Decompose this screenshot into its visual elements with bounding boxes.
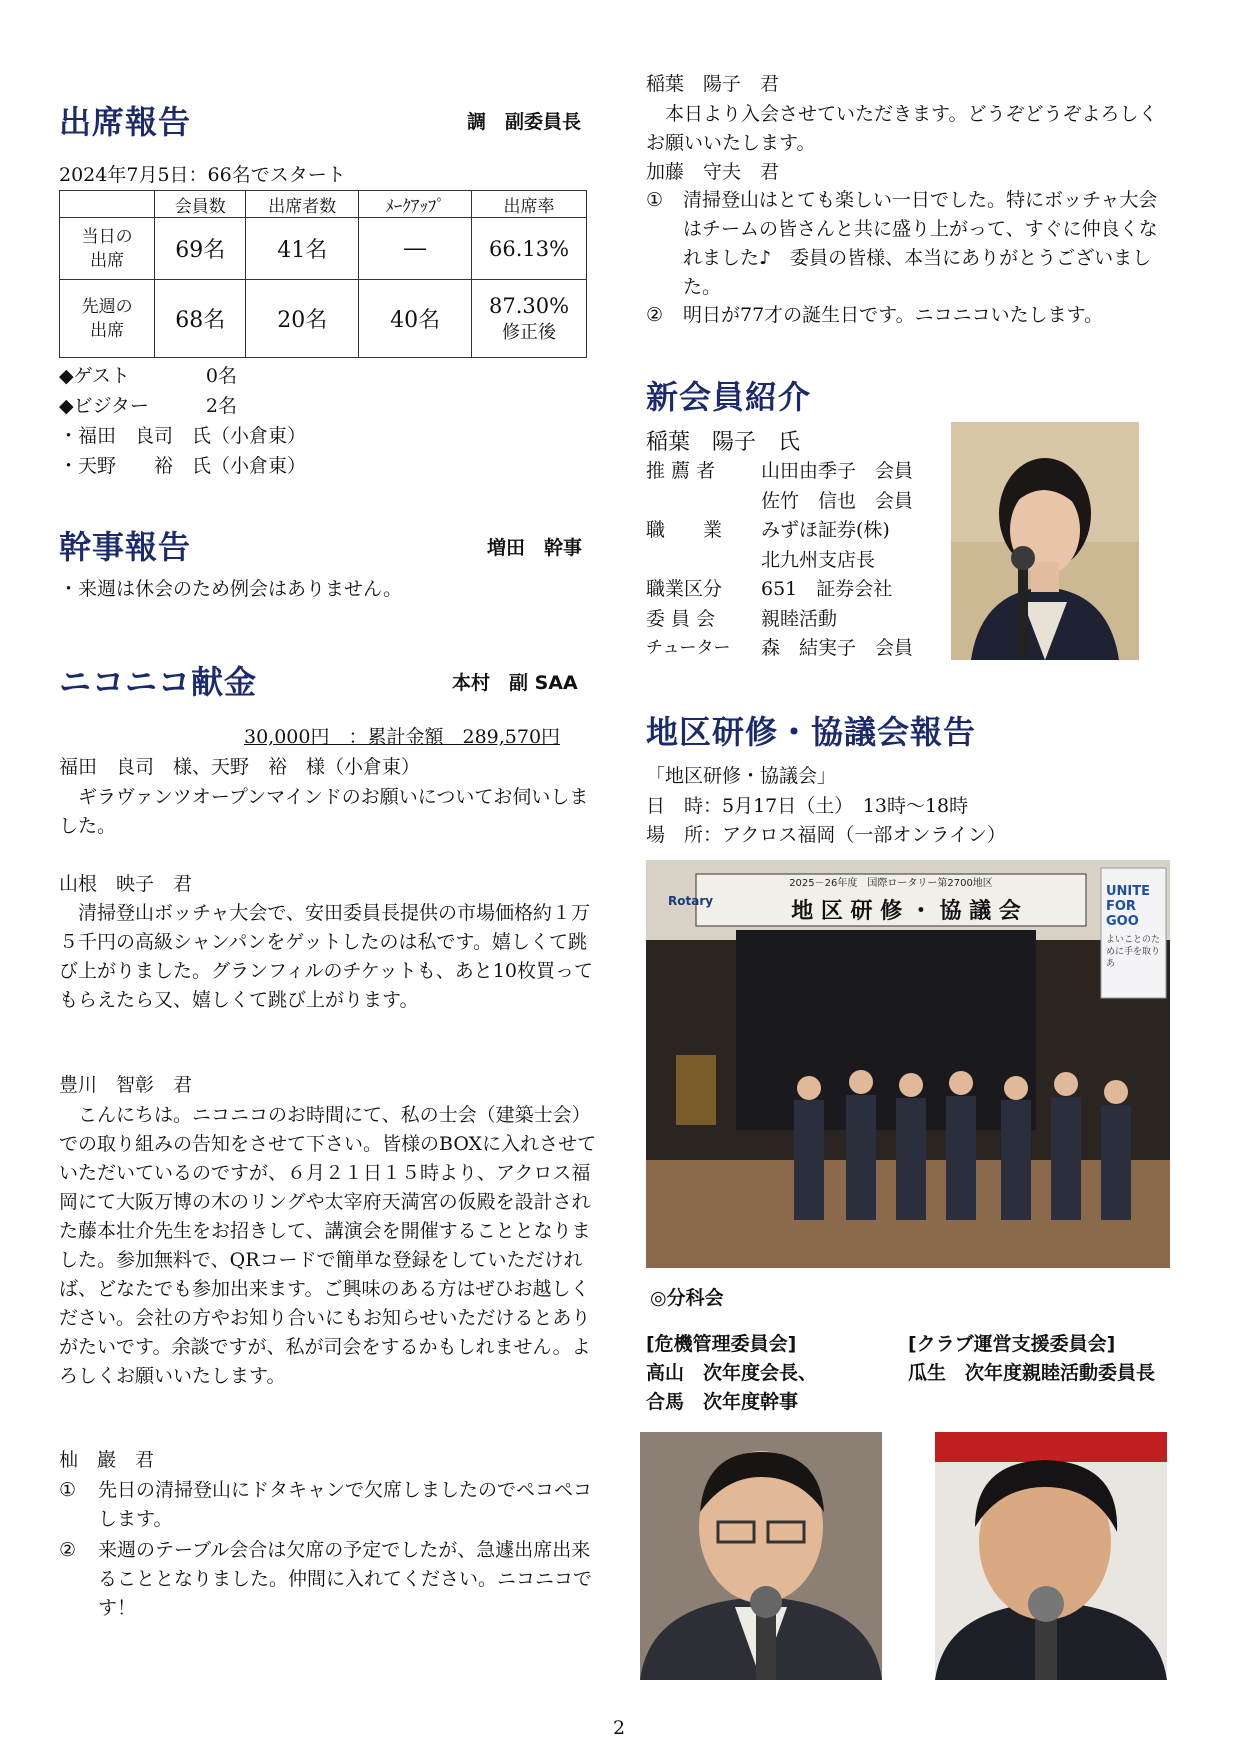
entry-name: 稲葉 陽子 君 bbox=[646, 73, 780, 95]
cell-rate: 87.30% 修正後 bbox=[472, 280, 587, 358]
nikoniko-total: 30,000円 ：累計金額 289,570円 bbox=[244, 726, 561, 748]
banner-title: 地 区 研 修 ・ 協 議 会 bbox=[791, 899, 1021, 924]
list-mark: ① bbox=[646, 189, 664, 211]
entry-name: 豊川 智彰 君 bbox=[59, 1074, 193, 1096]
cell-present: 41名 bbox=[246, 218, 359, 280]
new-member-photo bbox=[951, 422, 1139, 660]
unite-sign-subtext: よいことのために手を取りあ bbox=[1106, 935, 1161, 969]
page-number: 2 bbox=[613, 1717, 626, 1739]
guest-count: ◆ゲスト 0名 bbox=[59, 365, 237, 387]
table-header-rate: 出席率 bbox=[472, 191, 587, 218]
entry-text: 清掃登山ボッチャ大会で、安田委員長提供の市場価格約１万５千円の高級シャンパンをゲットしたのは私です。嬉しくて跳び上がりました。グランフィルのチケットも、あと10枚買ってもらえたら又、嬉しくて跳び上がります。 bbox=[59, 902, 593, 1011]
left-committee-line: 合馬 次年度幹事 bbox=[646, 1391, 799, 1413]
cell-present: 20名 bbox=[246, 280, 359, 358]
detail-row: 佐竹 信也 会員 bbox=[761, 489, 914, 512]
entry-name: 山根 映子 君 bbox=[59, 873, 193, 895]
breakout-heading: ◎分科会 bbox=[650, 1287, 724, 1309]
visitor-item: ・福田 良司 氏（小倉東） bbox=[59, 425, 307, 447]
new-member-name: 稲葉 陽子 氏 bbox=[646, 430, 801, 455]
list-mark: ① bbox=[59, 1479, 77, 1501]
district-group-photo bbox=[646, 860, 1170, 1268]
table-header-makeup: ﾒｰｸｱｯﾌﾟ bbox=[359, 191, 472, 218]
row-label: 先週の 出席 bbox=[60, 280, 155, 358]
district-title: 地区研修・協議会報告 bbox=[646, 713, 977, 751]
entry-name: 加藤 守夫 君 bbox=[646, 161, 780, 183]
entry-name: 福田 良司 様、天野 裕 様（小倉東） bbox=[59, 756, 421, 778]
detail-row: 推 薦 者 山田由季子 会員 bbox=[646, 460, 914, 482]
visitor-item: ・天野 裕 氏（小倉東） bbox=[59, 455, 307, 477]
secretary-title: 幹事報告 bbox=[59, 528, 192, 566]
detail-row: 委 員 会 親睦活動 bbox=[646, 607, 838, 630]
entry-text: 本日より入会させていただきます。どうぞどうぞよろしくお願いいたします。 bbox=[646, 103, 1158, 154]
row-label: 当日の 出席 bbox=[60, 218, 155, 280]
list-mark: ② bbox=[646, 304, 664, 326]
list-item: 清掃登山はとても楽しい一日でした。特にボッチャ大会はチームの皆さんと共に盛り上がって、すぐに仲良くなれました♪ 委員の皆様、本当にありがとうございました。 bbox=[683, 189, 1158, 298]
banner-small-text: 2025－26年度 国際ロータリー第2700地区 bbox=[789, 878, 993, 889]
district-event: 「地区研修・協議会」 bbox=[646, 765, 837, 787]
list-item: 先日の清掃登山にドタキャンで欠席しましたのでペコペコします。 bbox=[98, 1479, 593, 1530]
new-member-title: 新会員紹介 bbox=[646, 378, 812, 416]
detail-row: 職業区分 651 証券会社 bbox=[646, 578, 893, 600]
table-header-blank bbox=[60, 191, 155, 218]
secretary-line: ・来週は休会のため例会はありません。 bbox=[59, 578, 403, 600]
cell-members: 69名 bbox=[155, 218, 246, 280]
secretary-reporter: 増田 幹事 bbox=[487, 537, 583, 559]
entry-name: 杣 巖 君 bbox=[59, 1449, 155, 1471]
entry-text: こんにちは。ニコニコのお時間にて、私の士会（建築士会）での取り組みの告知をさせて下さい。皆様のBOXに入れさせていただいているのですが、６月２１日１５時より、アクロス福岡にて大阪万博の木のリングや太宰府天満宮の仮殿を設計された藤本壮介先生をお招きして、講演会を開催することとなりました。参加無料で、QRコードで簡単な登録をしていただければ、どなたでも参加出来ます。ご興味のある方はぜひお越しください。会社の方やお知り合いにもお知らせいただけるとありがたいです。余談ですが、私が司会をするかもしれません。よろしくお願いいたします。 bbox=[59, 1104, 597, 1387]
table-header-members: 会員数 bbox=[155, 191, 246, 218]
cell-members: 68名 bbox=[155, 280, 246, 358]
detail-row: 職 業 みずほ証券(株) bbox=[646, 519, 890, 541]
district-place: 場 所：アクロス福岡（一部オンライン） bbox=[646, 824, 1006, 846]
district-date: 日 時：5月17日（土） 13時～18時 bbox=[646, 795, 969, 817]
detail-row: チューター 森 結実子 会員 bbox=[646, 637, 914, 659]
nikoniko-title: ニコニコ献金 bbox=[59, 663, 258, 701]
cell-makeup: ― bbox=[359, 218, 472, 280]
attendance-title: 出席報告 bbox=[59, 103, 192, 141]
new-member-details bbox=[646, 457, 946, 664]
left-committee-line: 高山 次年度会長、 bbox=[646, 1362, 818, 1384]
table-row bbox=[60, 218, 587, 280]
attendance-reporter: 調 副委員長 bbox=[467, 111, 582, 133]
list-mark: ② bbox=[59, 1539, 77, 1561]
right-committee-name: [クラブ運営支援委員会] bbox=[908, 1333, 1116, 1355]
right-committee-photo bbox=[935, 1432, 1167, 1680]
list-item: 来週のテーブル会合は欠席の予定でしたが、急遽出席出来ることとなりました。仲間に入れてください。ニコニコです！ bbox=[98, 1539, 593, 1619]
right-committee-line: 瓜生 次年度親睦活動委員長 bbox=[908, 1362, 1156, 1384]
left-committee-photo bbox=[640, 1432, 882, 1680]
unite-sign-text: UNITE FOR GOO bbox=[1106, 884, 1151, 929]
nikoniko-reporter: 本村 副 SAA bbox=[452, 672, 578, 694]
table-header-present: 出席者数 bbox=[246, 191, 359, 218]
cell-makeup: 40名 bbox=[359, 280, 472, 358]
left-committee-name: [危機管理委員会] bbox=[646, 1333, 797, 1355]
visitor-count: ◆ビジター 2名 bbox=[59, 395, 237, 417]
entry-text: ギラヴァンツオープンマインドのお願いについてお伺いしました。 bbox=[59, 786, 589, 837]
table-row bbox=[60, 280, 587, 358]
attendance-start-line: 2024年7月5日：66名でスタート bbox=[59, 164, 346, 186]
cell-rate: 66.13% bbox=[472, 218, 587, 280]
list-item: 明日が77才の誕生日です。ニコニコいたします。 bbox=[683, 304, 1104, 326]
detail-row: 北九州支店長 bbox=[761, 548, 876, 571]
attendance-table bbox=[59, 190, 587, 358]
rotary-logo-text: Rotary bbox=[668, 894, 714, 908]
